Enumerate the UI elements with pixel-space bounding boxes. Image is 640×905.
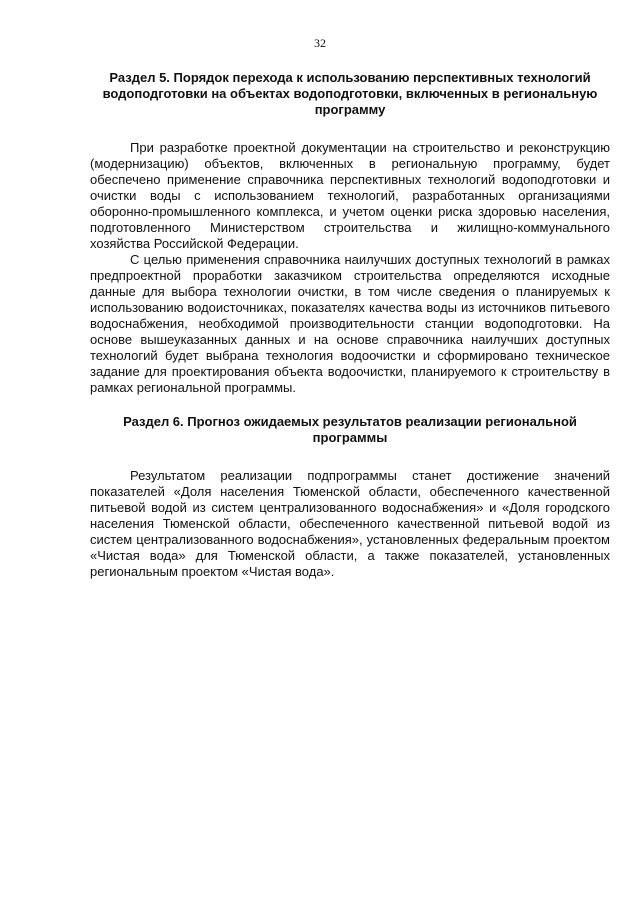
- section-6-heading: Раздел 6. Прогноз ожидаемых результатов реализации региональной программы: [123, 414, 577, 445]
- section-5-heading: Раздел 5. Порядок перехода к использованию перспективных технологий водоподготовки на объектах водоподготовки, включенных в региональную программу: [102, 70, 598, 117]
- section-5-paragraph-1: При разработке проектной документации на строительство и реконструкцию (модернизацию) объектов, включенных в региональную программу, будет обеспечено применение справочника перспективных технологий водоподготовки и очистки воды с использованием технологий, разработанных организациями оборонно-промышленного комплекса, и учетом оценки риска здоровью населения, подготовленного Министерством строительства и жилищно-коммунального хозяйства Российской Федерации.: [90, 140, 610, 251]
- document-body: [90, 70, 610, 580]
- page-number: 32: [314, 36, 326, 50]
- section-5-paragraph-2: С целью применения справочника наилучших доступных технологий в рамках предпроектной проработки заказчиком строительства определяются исходные данные для выбора технологии очистки, в том числе сведения о планируемых к использованию водоисточниках, показателях качества воды из источников питьевого водоснабжения, необходимой производительности станции водоподготовки. На основе вышеуказанных данных и на основе справочника наилучших доступных технологий будет выбрана технология водоочистки и сформировано техническое задание для проектирования объекта водоочистки, планируемого к строительству в рамках региональной программы.: [90, 252, 610, 395]
- section-6-paragraph-1: Результатом реализации подпрограммы станет достижение значений показателей «Доля населения Тюменской области, обеспеченного качественной питьевой водой из систем централизованного водоснабжения» и «Доля городского населения Тюменской области, обеспеченного качественной питьевой водой из систем централизованного водоснабжения», установленных федеральным проектом «Чистая вода» для Тюменской области, а также показателей, установленных региональным проектом «Чистая вода».: [90, 468, 610, 579]
